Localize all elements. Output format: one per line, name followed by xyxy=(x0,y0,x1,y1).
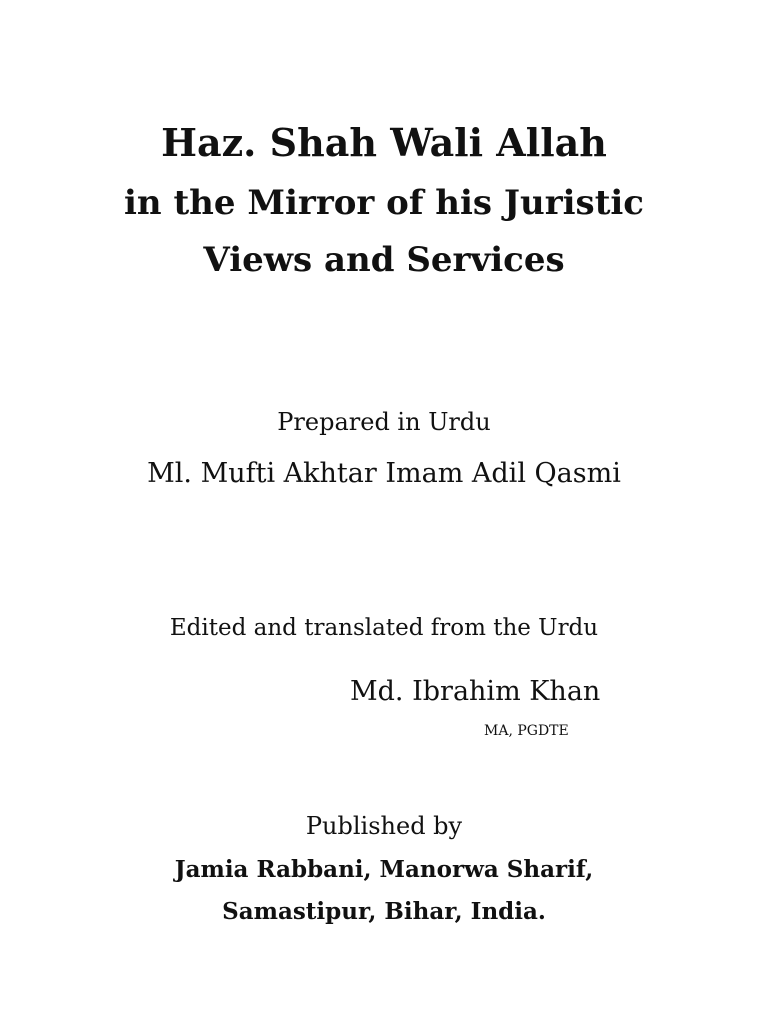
translation-label: Edited and translated from the Urdu xyxy=(169,615,599,641)
book-title-line-3: Views and Services xyxy=(203,240,565,280)
translator-name: Md. Ibrahim Khan xyxy=(350,676,601,707)
author-name: Ml. Mufti Akhtar Imam Adil Qasmi xyxy=(147,458,621,489)
publisher-line-2: Samastipur, Bihar, India. xyxy=(222,898,546,925)
translator-credentials: MA, PGDTE xyxy=(484,723,569,739)
book-title-line-2: in the Mirror of his Juristic xyxy=(123,183,645,223)
publisher-line-1: Jamia Rabbani, Manorwa Sharif, xyxy=(174,856,594,883)
published-label: Published by xyxy=(305,812,463,840)
prepared-label: Prepared in Urdu xyxy=(277,408,491,436)
book-title-line-1: Haz. Shah Wali Allah xyxy=(161,120,607,165)
